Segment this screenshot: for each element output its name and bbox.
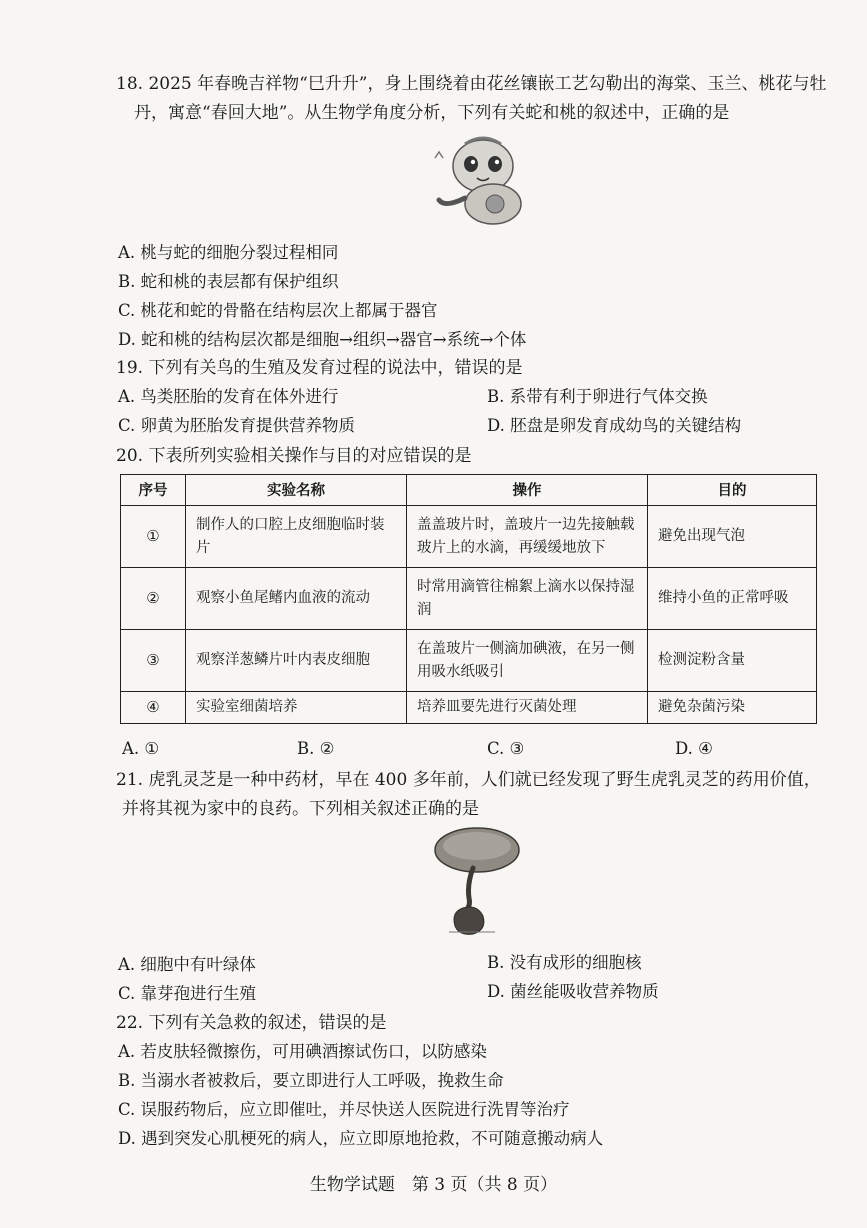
- question-22-stem: 22. 下列有关急救的叙述，错误的是: [116, 1013, 387, 1033]
- question-20-option-a: A. ①: [122, 739, 160, 758]
- row-experiment-name: 实验室细菌培养: [186, 692, 407, 724]
- table-row: [121, 568, 817, 630]
- row-experiment-name: 制作人的口腔上皮细胞临时装片: [186, 506, 407, 568]
- tiger-milk-mushroom-illustration: [425, 822, 525, 946]
- question-21-option-b: B. 没有成形的细胞核: [487, 953, 642, 972]
- question-18-stem: [116, 70, 836, 128]
- page-footer: 生物学试题 第 3 页（共 8 页）: [309, 1175, 558, 1195]
- row-number: ③: [121, 630, 186, 692]
- row-purpose: 避免出现气泡: [648, 506, 817, 568]
- question-22-option-d: D. 遇到突发心肌梗死的病人，应立即原地抢救，不可随意搬动病人: [118, 1129, 604, 1148]
- question-21-option-d: D. 菌丝能吸收营养物质: [487, 982, 659, 1001]
- question-22-option-a: A. 若皮肤轻微擦伤，可用碘酒擦试伤口，以防感染: [118, 1042, 487, 1061]
- row-purpose: 维持小鱼的正常呼吸: [648, 568, 817, 630]
- row-operation: 在盖玻片一侧滴加碘液，在另一侧用吸水纸吸引: [407, 630, 648, 692]
- question-21-stem-line1: 21. 虎乳灵芝是一种中药材，早在 400 多年前，人们就已经发现了野生虎乳灵芝的药用价值，: [116, 770, 821, 790]
- header-experiment-name: 实验名称: [186, 475, 407, 506]
- row-experiment-name: 观察小鱼尾鳍内血液的流动: [186, 568, 407, 630]
- table-row: [121, 692, 817, 724]
- question-21-stem-line2: 并将其视为家中的良药。下列相关叙述正确的是: [122, 799, 479, 819]
- question-20-option-d: D. ④: [675, 739, 713, 758]
- question-19-option-c: C. 卵黄为胚胎发育提供营养物质: [118, 416, 356, 435]
- header-number: 序号: [121, 475, 186, 506]
- row-number: ②: [121, 568, 186, 630]
- question-20-stem: 20. 下表所列实验相关操作与目的对应错误的是: [116, 446, 472, 466]
- question-19-option-d: D. 胚盘是卵发育成幼鸟的关键结构: [487, 416, 742, 435]
- experiment-table: [120, 474, 817, 724]
- question-18-stem-line1: 18. 2025 年春晚吉祥物“巳升升”，身上围绕着由花丝镶嵌工艺勾勒出的海棠、玉兰、桃花与牡: [116, 74, 827, 94]
- row-operation: 培养皿要先进行灭菌处理: [407, 692, 648, 724]
- question-20-option-b: B. ②: [297, 739, 335, 758]
- row-number: ④: [121, 692, 186, 724]
- question-18-option-b: B. 蛇和桃的表层都有保护组织: [118, 272, 339, 291]
- row-experiment-name: 观察洋葱鳞片叶内表皮细胞: [186, 630, 407, 692]
- mascot-snake-illustration: [425, 128, 535, 232]
- question-21-option-c: C. 靠芽孢进行生殖: [118, 984, 257, 1003]
- question-18-option-c: C. 桃花和蛇的骨骼在结构层次上都属于器官: [118, 301, 438, 320]
- question-21-option-a: A. 细胞中有叶绿体: [118, 955, 256, 974]
- table-header-row: [121, 475, 817, 506]
- question-18-option-a: A. 桃与蛇的细胞分裂过程相同: [118, 243, 339, 262]
- question-22-option-b: B. 当溺水者被救后，要立即进行人工呼吸，挽救生命: [118, 1071, 504, 1090]
- header-purpose: 目的: [648, 475, 817, 506]
- question-19-option-a: A. 鸟类胚胎的发育在体外进行: [118, 387, 339, 406]
- row-purpose: 避免杂菌污染: [648, 692, 817, 724]
- question-21-stem: [116, 766, 836, 824]
- table-row: [121, 506, 817, 568]
- table-row: [121, 630, 817, 692]
- question-19-stem: 19. 下列有关鸟的生殖及发育过程的说法中，错误的是: [116, 358, 523, 378]
- row-number: ①: [121, 506, 186, 568]
- row-operation: 时常用滴管往棉絮上滴水以保持湿润: [407, 568, 648, 630]
- question-20-option-c: C. ③: [487, 739, 525, 758]
- question-22-option-c: C. 误服药物后，应立即催吐，并尽快送人医院进行洗胃等治疗: [118, 1100, 570, 1119]
- row-purpose: 检测淀粉含量: [648, 630, 817, 692]
- question-18-stem-line2: 丹，寓意“春回大地”。从生物学角度分析，下列有关蛇和桃的叙述中，正确的是: [134, 103, 730, 123]
- question-18-option-d: D. 蛇和桃的结构层次都是细胞→组织→器官→系统→个体: [118, 330, 527, 349]
- header-operation: 操作: [407, 475, 648, 506]
- row-operation: 盖盖玻片时，盖玻片一边先接触载玻片上的水滴，再缓缓地放下: [407, 506, 648, 568]
- question-19-option-b: B. 系带有利于卵进行气体交换: [487, 387, 708, 406]
